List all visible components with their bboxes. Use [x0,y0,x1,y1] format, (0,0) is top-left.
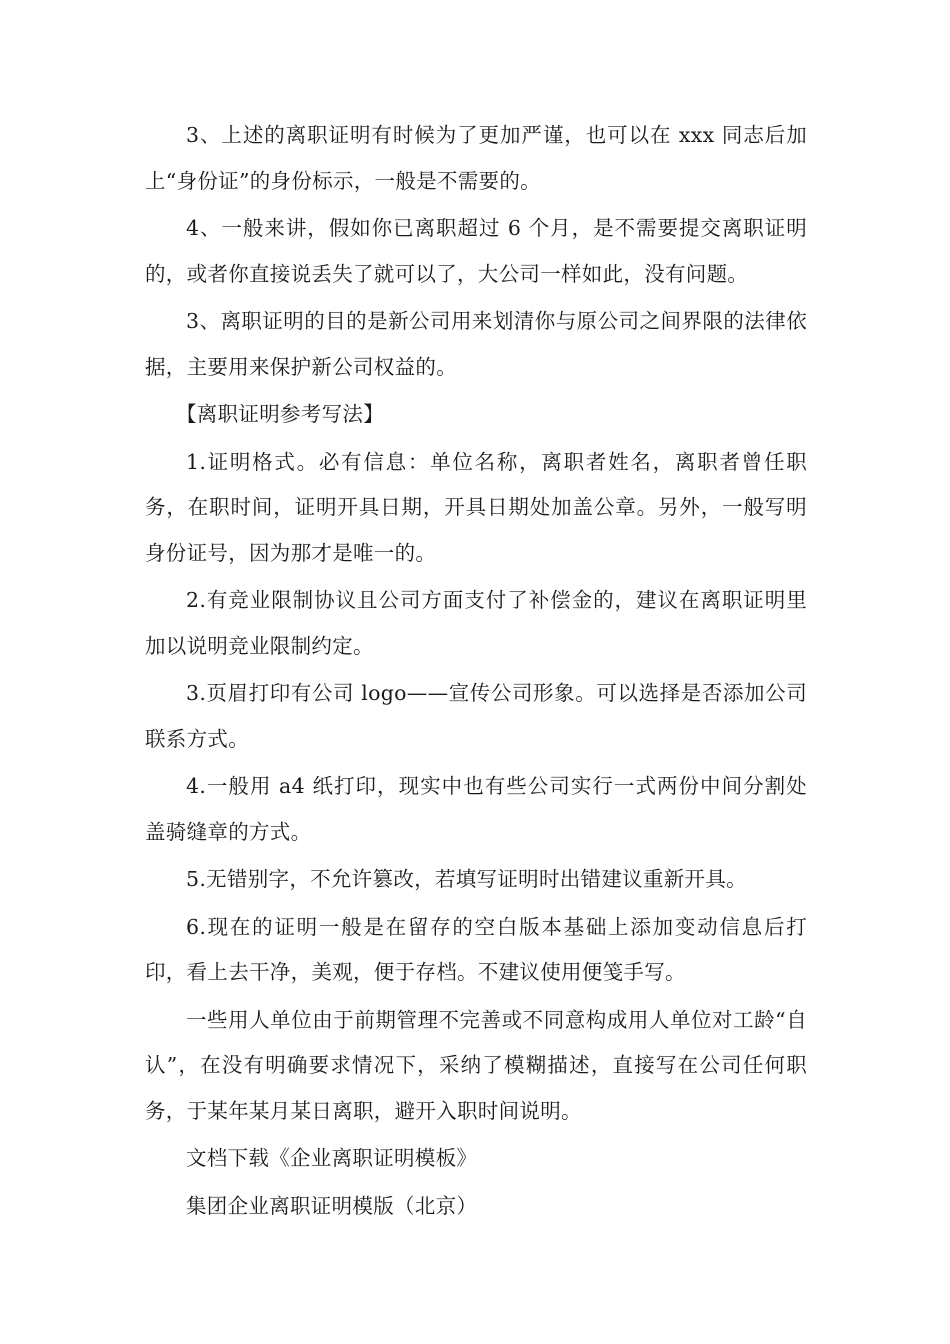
paragraph-no-typos: 5.无错别字，不允许篡改，若填写证明时出错建议重新开具。 [186,867,747,891]
document-body [145,113,807,1231]
paragraph-a4-print: 4.一般用 a4 纸打印，现实中也有些公司实行一式两份中间分割处盖骑缝章的方式。 [145,774,807,844]
paragraph-template-print: 6.现在的证明一般是在留存的空白版本基础上添加变动信息后打印，看上去干净，美观，便于存档。不建议使用便笺手写。 [145,914,807,984]
paragraph-noncompete: 2.有竞业限制协议且公司方面支付了补偿金的，建议在离职证明里加以说明竞业限制约定。 [145,588,807,658]
paragraph-format: 1.证明格式。必有信息：单位名称，离职者姓名，离职者曾任职务，在职时间，证明开具日期，开具日期处加盖公章。另外，一般写明身份证号，因为那才是唯一的。 [145,449,807,565]
paragraph-seniority: 一些用人单位由于前期管理不完善或不同意构成用人单位对工龄“自认”，在没有明确要求情况下，采纳了模糊描述，直接写在公司任何职务，于某年某月某日离职，避开入职时间说明。 [145,1007,807,1123]
paragraph-id-note: 3、上述的离职证明有时候为了更加严谨，也可以在 xxx 同志后加上“身份证”的身份标示，一般是不需要的。 [145,123,807,193]
download-link-text: 文档下载《企业离职证明模板》 [186,1146,478,1170]
section-heading-reference: 【离职证明参考写法】 [176,402,384,426]
paragraph-purpose: 3、离职证明的目的是新公司用来划清你与原公司之间界限的法律依据，主要用来保护新公司权益的。 [145,309,807,379]
related-template-title: 集团企业离职证明模版（北京） [186,1193,478,1218]
paragraph-header-logo: 3.页眉打印有公司 logo——宣传公司形象。可以选择是否添加公司联系方式。 [145,681,807,751]
paragraph-six-months: 4、一般来讲，假如你已离职超过 6 个月，是不需要提交离职证明的，或者你直接说丢失了就可以了，大公司一样如此，没有问题。 [145,216,807,286]
